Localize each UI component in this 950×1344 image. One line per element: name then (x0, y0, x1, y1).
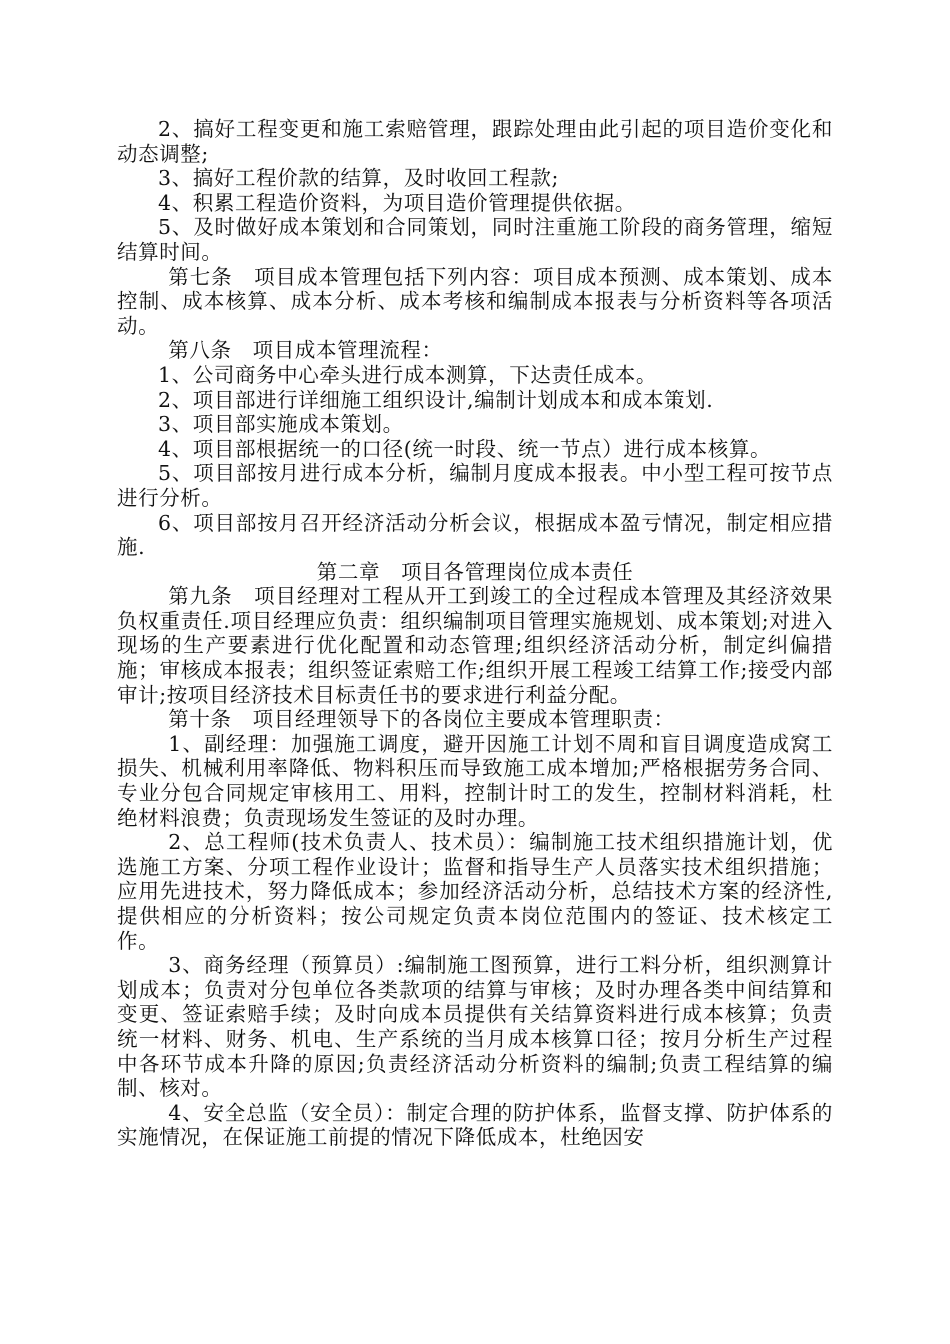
paragraph-item-5: 5、及时做好成本策划和合同策划，同时注重施工阶段的商务管理，缩短结算时间。 (117, 215, 833, 264)
article-10-heading: 第十条 项目经理领导下的各岗位主要成本管理职责： (168, 707, 675, 732)
duty-safety-director: 4、安全总监（安全员）：制定合理的防护体系，监督支撑、防护体系的实施情况，在保证施工前提的情况下降低成本，杜绝因安 (117, 1100, 833, 1150)
paragraph-item-2: 2、搞好工程变更和施工索赔管理，跟踪处理由此引起的项目造价变化和动态调整; (117, 117, 833, 166)
process-step-4: 4、项目部根据统一的口径(统一时段、统一节点）进行成本核算。 (158, 436, 772, 461)
duty-business-manager: 3、商务经理（预算员）:编制施工图预算，进行工料分析，组织测算计划成本；负责对分包单位各类款项的结算与审核；及时办理各类中间结算和变更、签证索赔手续；及时向成本员提供有关结算资料进行成本核算；负责统一材料、财务、机电、生产系统的当月成本核算口径；按月分析生产过程中各环节成本升降的原因;负责经济活动分析资料的编制;负责工程结算的编制、核对。 (117, 953, 833, 1101)
chapter-2-title: 第二章 项目各管理岗位成本责任 (316, 559, 634, 584)
article-9-paragraph: 第九条 项目经理对工程从开工到竣工的全过程成本管理及其经济效果负权重责任.项目经理应负责：组织编制项目管理实施规划、成本策划;对进入现场的生产要素进行优化配置和动态管理;组织经济活动分析，制定纠偏措施；审核成本报表；组织签证索赔工作;组织开展工程竣工结算工作;接受内部审计;按项目经济技术目标责任书的要求进行利益分配。 (117, 584, 833, 707)
article-7-paragraph: 第七条 项目成本管理包括下列内容：项目成本预测、成本策划、成本控制、成本核算、成本分析、成本考核和编制成本报表与分析资料等各项活动。 (117, 264, 833, 338)
process-step-2: 2、项目部进行详细施工组织设计,编制计划成本和成本策划. (158, 387, 714, 412)
process-step-1: 1、公司商务中心牵头进行成本测算，下达责任成本。 (158, 362, 657, 387)
process-step-5: 5、项目部按月进行成本分析，编制月度成本报表。中小型工程可按节点进行分析。 (117, 461, 833, 510)
paragraph-item-4: 4、积累工程造价资料，为项目造价管理提供依据。 (158, 190, 636, 215)
article-8-heading: 第八条 项目成本管理流程： (168, 338, 443, 363)
process-step-3: 3、项目部实施成本策划。 (158, 412, 404, 437)
paragraph-item-3: 3、搞好工程价款的结算，及时收回工程款; (158, 166, 559, 191)
duty-deputy-manager: 1、副经理：加强施工调度，避开因施工计划不周和盲目调度造成窝工损失、机械利用率降低、物料积压而导致施工成本增加;严格根据劳务合同、专业分包合同规定审核用工、用料，控制计时工的发生，控制材料消耗，杜绝材料浪费；负责现场发生签证的及时办理。 (117, 731, 833, 830)
document-body (117, 117, 833, 1150)
duty-chief-engineer: 2、总工程师(技术负责人、技术员）：编制施工技术组织措施计划，优选施工方案、分项工程作业设计；监督和指导生产人员落实技术组织措施；应用先进技术，努力降低成本；参加经济活动分析，总结技术方案的经济性,提供相应的分析资料；按公司规定负责本岗位范围内的签证、技术核定工作。 (117, 830, 833, 953)
process-step-6: 6、项目部按月召开经济活动分析会议，根据成本盈亏情况，制定相应措施. (117, 510, 833, 560)
